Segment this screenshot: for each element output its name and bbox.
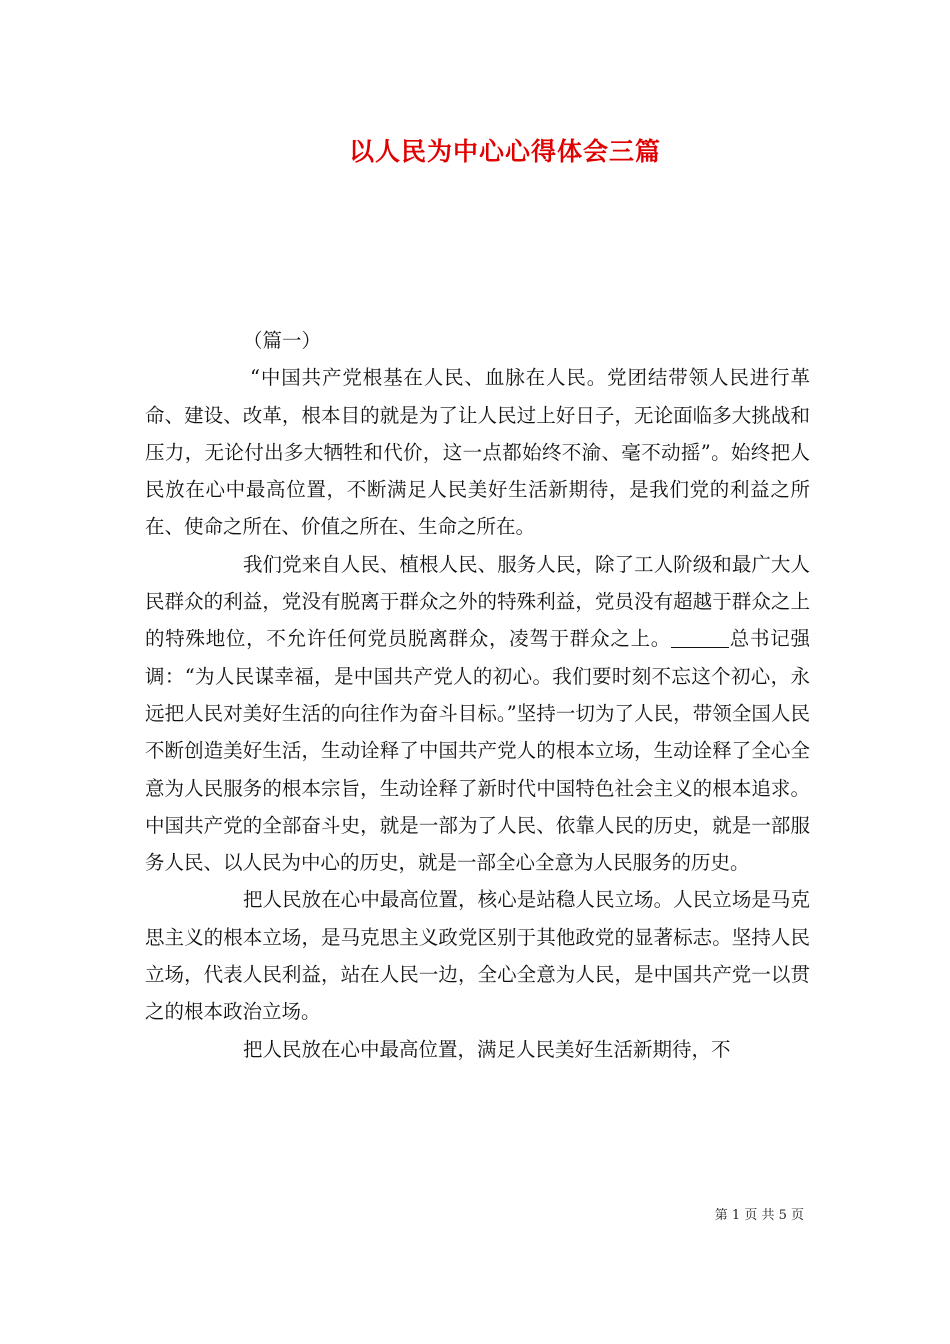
- paragraph-3: 把人民放在心中最高位置，核心是站稳人民立场。人民立场是马克思主义的根本立场，是马克思主义政党区别于其他政党的显著标志。坚持人民立场，代表人民利益，站在人民一边，全心全意为人民，是中国共产党一以贯之的根本政治立场。: [145, 888, 810, 1024]
- page-footer: 第 1 页 共 5 页: [714, 1208, 804, 1223]
- document-title: 以人民为中心心得体会三篇: [348, 137, 661, 166]
- blank-underline: [671, 628, 729, 649]
- paragraph-2-continued: 总书记强调：“为人民谋幸福，是中国共产党人的初心。我们要时刻不忘这个初心，永远把人民对美好生活的向往作为奋斗目标。”坚持一切为了人民，带领全国人民不断创造美好生活，生动诠释了中国共产党人的根本立场，生动诠释了全心全意为人民服务的根本宗旨，生动诠释了新时代中国特色社会主义的根本追求。中国共产党的全部奋斗史，就是一部为了人民、依靠人民的历史，就是一部服务人民、以人民为中心的历史，就是一部全心全意为人民服务的历史。: [145, 627, 810, 875]
- document-body: [145, 322, 810, 1068]
- section-label: （篇一）: [243, 329, 322, 352]
- paragraph-4: 把人民放在心中最高位置，满足人民美好生活新期待，不: [243, 1037, 731, 1061]
- paragraph-1: “中国共产党根基在人民、血脉在人民。党团结带领人民进行革命、建设、改革，根本目的就是为了让人民过上好日子，无论面临多大挑战和压力，无论付出多大牺牲和代价，这一点都始终不渝、毫不动摇”。始终把人民放在心中最高位置，不断满足人民美好生活新期待，是我们党的利益之所在、使命之所在、价值之所在、生命之所在。: [145, 366, 810, 539]
- paragraph-2: [145, 546, 810, 882]
- paragraph-2-text: 我们党来自人民、植根人民、服务人民，除了工人阶级和最广大人民群众的利益，党没有脱离于群众之外的特殊利益，党员没有超越于群众之上的特殊地位，不允许任何党员脱离群众，凌驾于群众之上。: [145, 552, 810, 651]
